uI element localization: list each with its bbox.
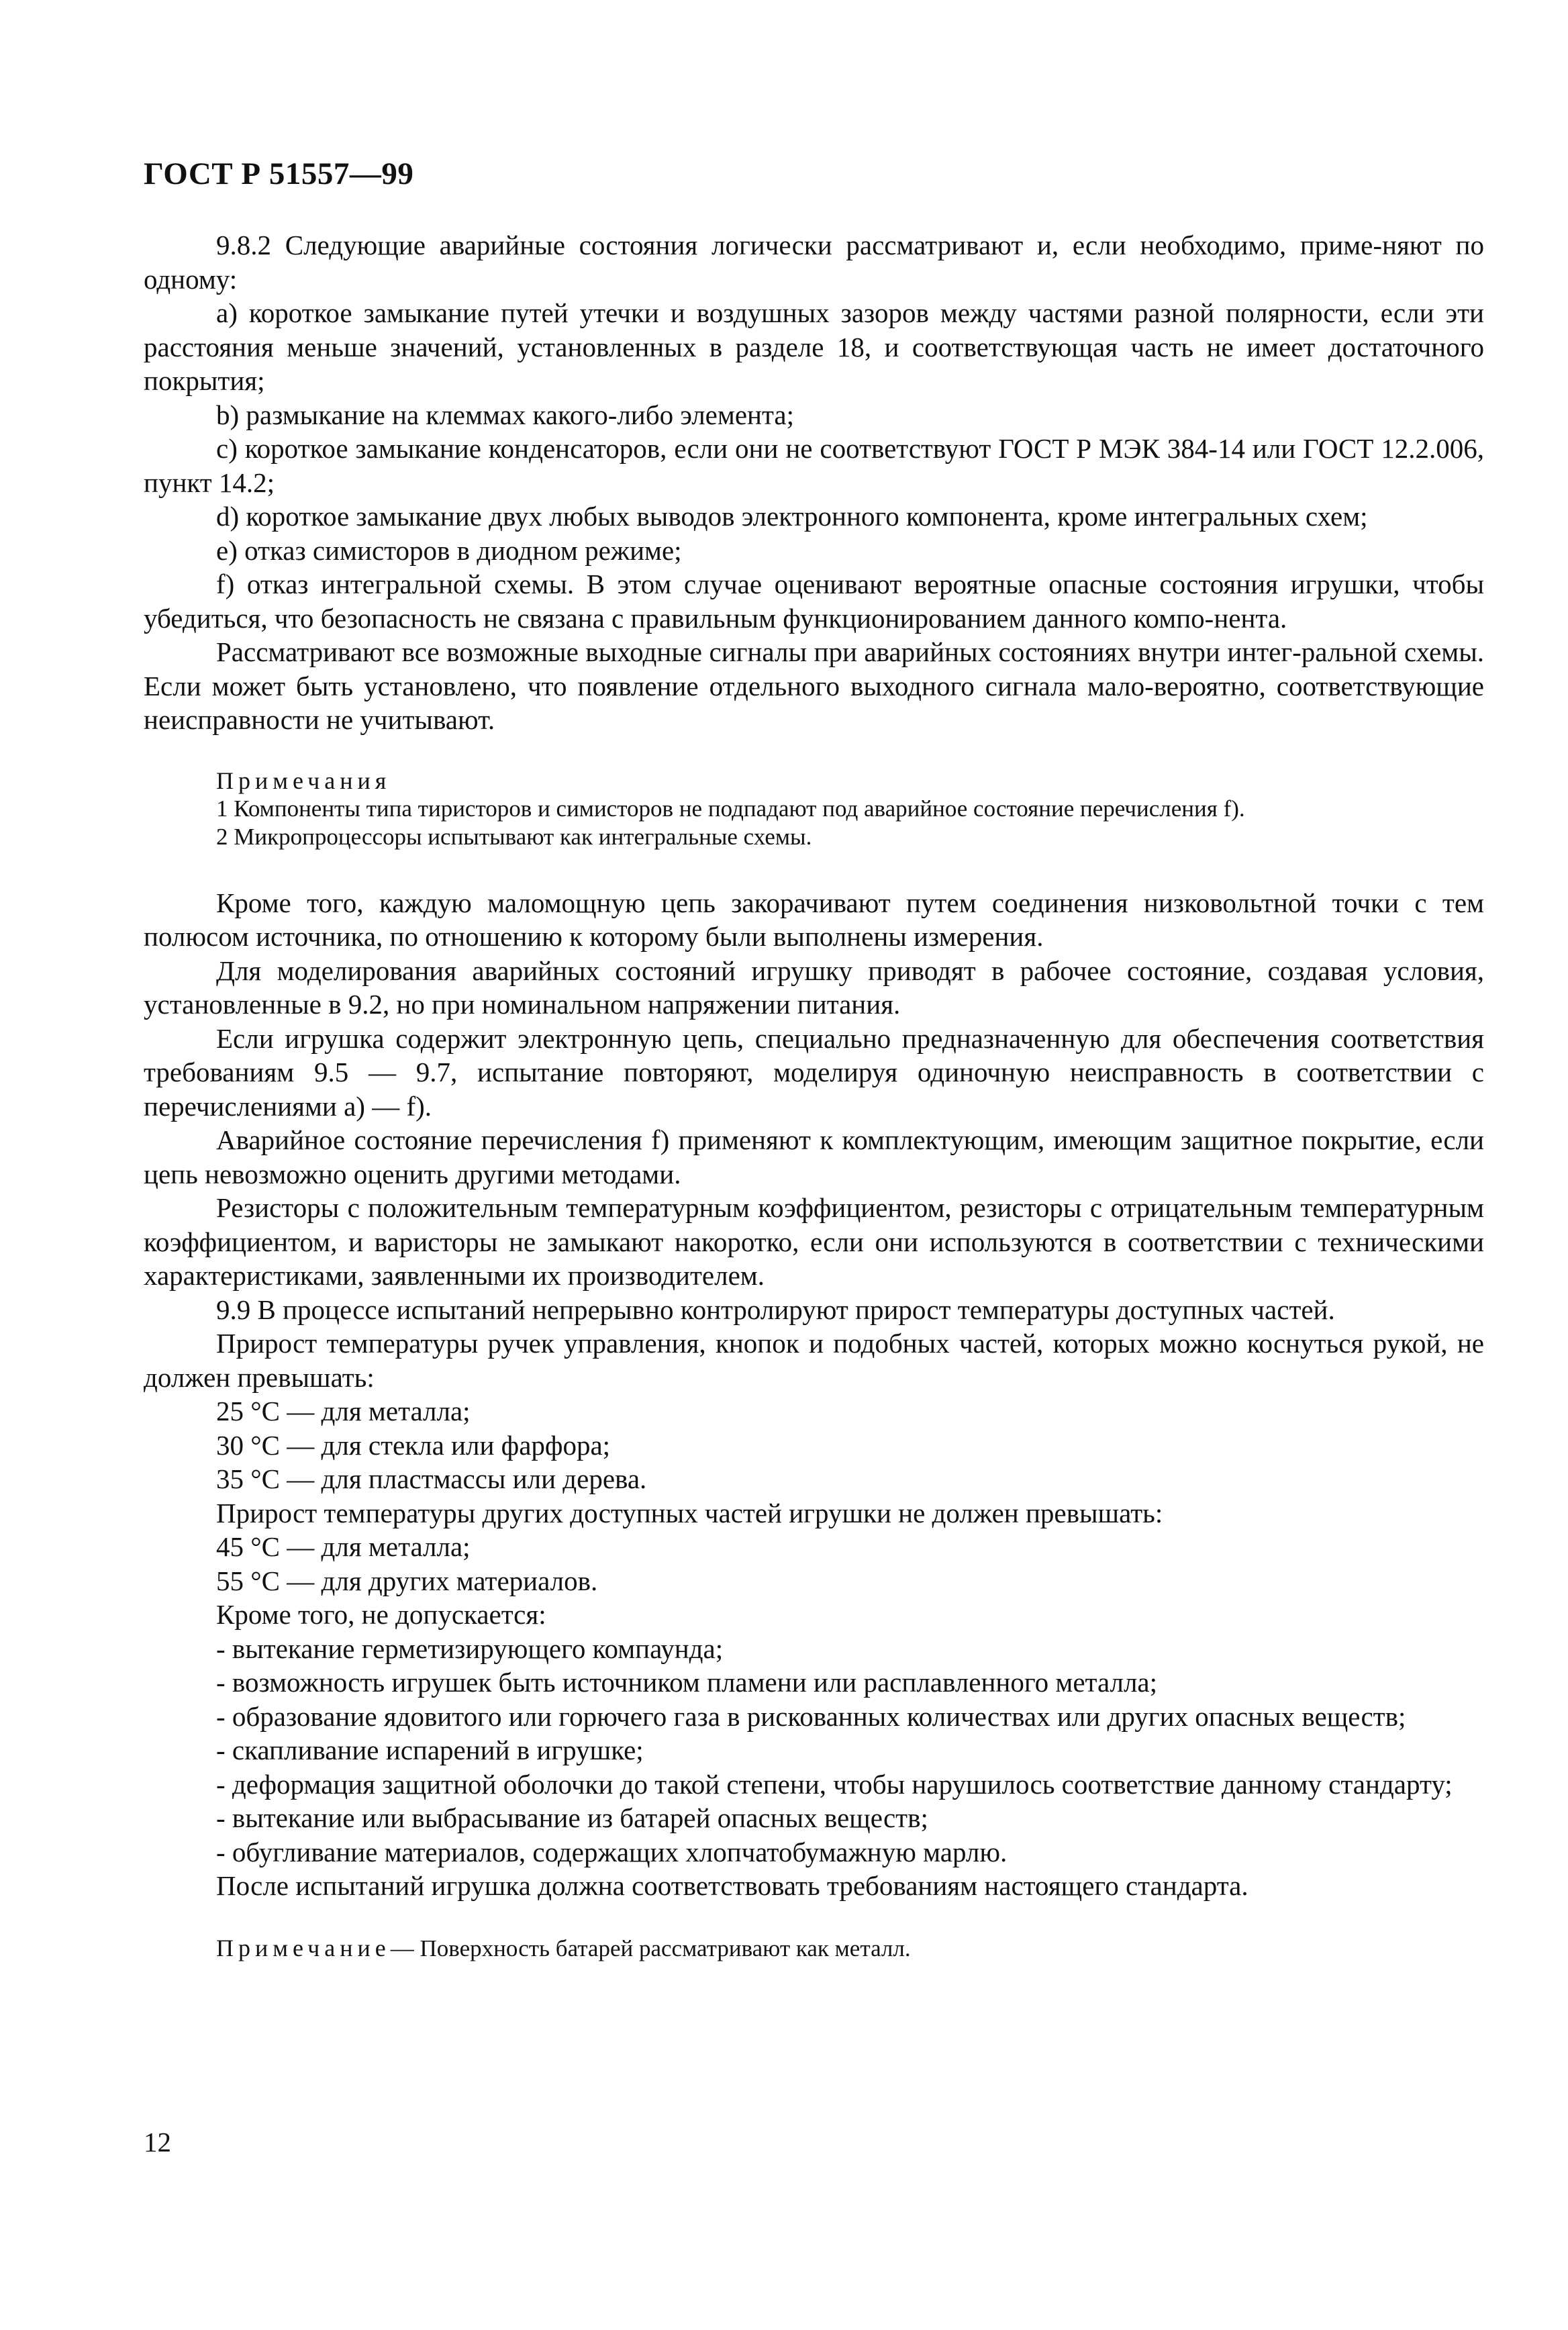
dash-item: - вытекание герметизирующего компаунда; [216, 1633, 724, 1664]
paragraph: Прирост температуры других доступных частей игрушки не должен превышать: [216, 1497, 1163, 1528]
notes-title: Примечания [216, 767, 391, 794]
paragraph: После испытаний игрушка должна соответствовать требованиям настоящего стандарта. [216, 1870, 1248, 1901]
document-body [144, 228, 1484, 1963]
note-item: 2 Микропроцессоры испытывают как интегральные схемы. [216, 823, 812, 850]
paragraph: Для моделирования аварийных состояний игрушку приводят в рабочее состояние, создавая условия, установленные в 9.2, но при номинальном напряжении питания. [144, 955, 1484, 1020]
paragraph: Резисторы с положительным температурным коэффициентом, резисторы с отрицательным температурным коэффициентом, и варисторы не замыкают накоротко, если они используются в соответствии с техническими характеристиками, заявленными их производителем. [144, 1192, 1484, 1291]
notes-block [144, 767, 1484, 851]
paragraph: Если игрушка содержит электронную цепь, специально предназначенную для обеспечения соответствия требованиям 9.5 — 9.7, испытание повторяют, моделируя одиночную неисправность в соответствии с перечислениями а) — f). [144, 1022, 1484, 1122]
document-header: ГОСТ Р 51557—99 [144, 156, 414, 191]
paragraph: Кроме того, не допускается: [216, 1599, 546, 1630]
limit-item: 25 °С — для металла; [216, 1396, 471, 1426]
dash-item: - деформация защитной оболочки до такой степени, чтобы нарушилось соответствие данному стандарту; [216, 1768, 1453, 1800]
list-item-d: d) короткое замыкание двух любых выводов электронного компонента, кроме интегральных схем; [216, 501, 1368, 532]
list-item-c: c) короткое замыкание конденсаторов, если они не соответствуют ГОСТ Р МЭК 384-14 или ГОСТ 12.2.006, пункт 14.2; [144, 433, 1484, 498]
section-9-8-2 [144, 228, 1484, 737]
section-continuation [144, 886, 1484, 1903]
limit-item: 55 °С — для других материалов. [216, 1565, 598, 1596]
dash-item: - скапливание испарений в игрушке; [216, 1735, 644, 1765]
list-item-b: b) размыкание на клеммах какого-либо элемента; [216, 399, 794, 430]
dash-item: - образование ядовитого или горючего газа в рискованных количествах или других опасных веществ; [216, 1700, 1406, 1732]
list-item-a: а) короткое замыкание путей утечки и воздушных зазоров между частями разной полярности, если эти расстояния меньше значений, установленных в разделе 18, и соответствующая часть не имеет достаточного покрытия; [144, 297, 1484, 396]
limit-item: 45 °С — для металла; [216, 1531, 471, 1562]
final-note [144, 1934, 1484, 1963]
paragraph: 9.8.2 Следующие аварийные состояния логически рассматривают и, если необходимо, приме-няют по одному: [144, 230, 1484, 295]
paragraph: Рассматривают все возможные выходные сигналы при аварийных состояниях внутри интег-ральной схемы. Если может быть установлено, что появление отдельного выходного сигнала мало-вероятно, соответствующие неисправности не учитывают. [144, 636, 1484, 735]
paragraph: Кроме того, каждую маломощную цепь закорачивают путем соединения низковольтной точки с тем полюсом источника, по отношению к которому были выполнены измерения. [144, 887, 1484, 952]
page-number: 12 [144, 2127, 171, 2157]
note-item: 1 Компоненты типа тиристоров и симисторов не подпадают под аварийное состояние перечисления f). [216, 795, 1245, 822]
limit-item: 35 °С — для пластмассы или дерева. [216, 1463, 647, 1494]
paragraph: Прирост температуры ручек управления, кнопок и подобных частей, которых можно коснуться рукой, не должен превышать: [144, 1328, 1484, 1393]
paragraph: Аварийное состояние перечисления f) применяют к комплектующим, имеющим защитное покрытие, если цепь невозможно оценить другими методами. [144, 1124, 1484, 1190]
final-note-text: — Поверхность батарей рассматривают как металл. [390, 1935, 911, 1961]
dash-item: - обугливание материалов, содержащих хлопчатобумажную марлю. [216, 1836, 1008, 1867]
limit-item: 30 °С — для стекла или фарфора; [216, 1429, 611, 1461]
list-item-f: f) отказ интегральной схемы. В этом случае оценивают вероятные опасные состояния игрушки, чтобы убедиться, что безопасность не связана с правильным функционированием данного компо-нента. [144, 569, 1484, 634]
section-9-9: 9.9 В процессе испытаний непрерывно контролируют прирост температуры доступных частей. [216, 1294, 1335, 1325]
dash-item: - возможность игрушек быть источником пламени или расплавленного металла; [216, 1667, 1158, 1698]
list-item-e: e) отказ симисторов в диодном режиме; [216, 534, 682, 566]
dash-item: - вытекание или выбрасывание из батарей опасных веществ; [216, 1802, 928, 1833]
final-note-label: Примечание [216, 1934, 391, 1961]
